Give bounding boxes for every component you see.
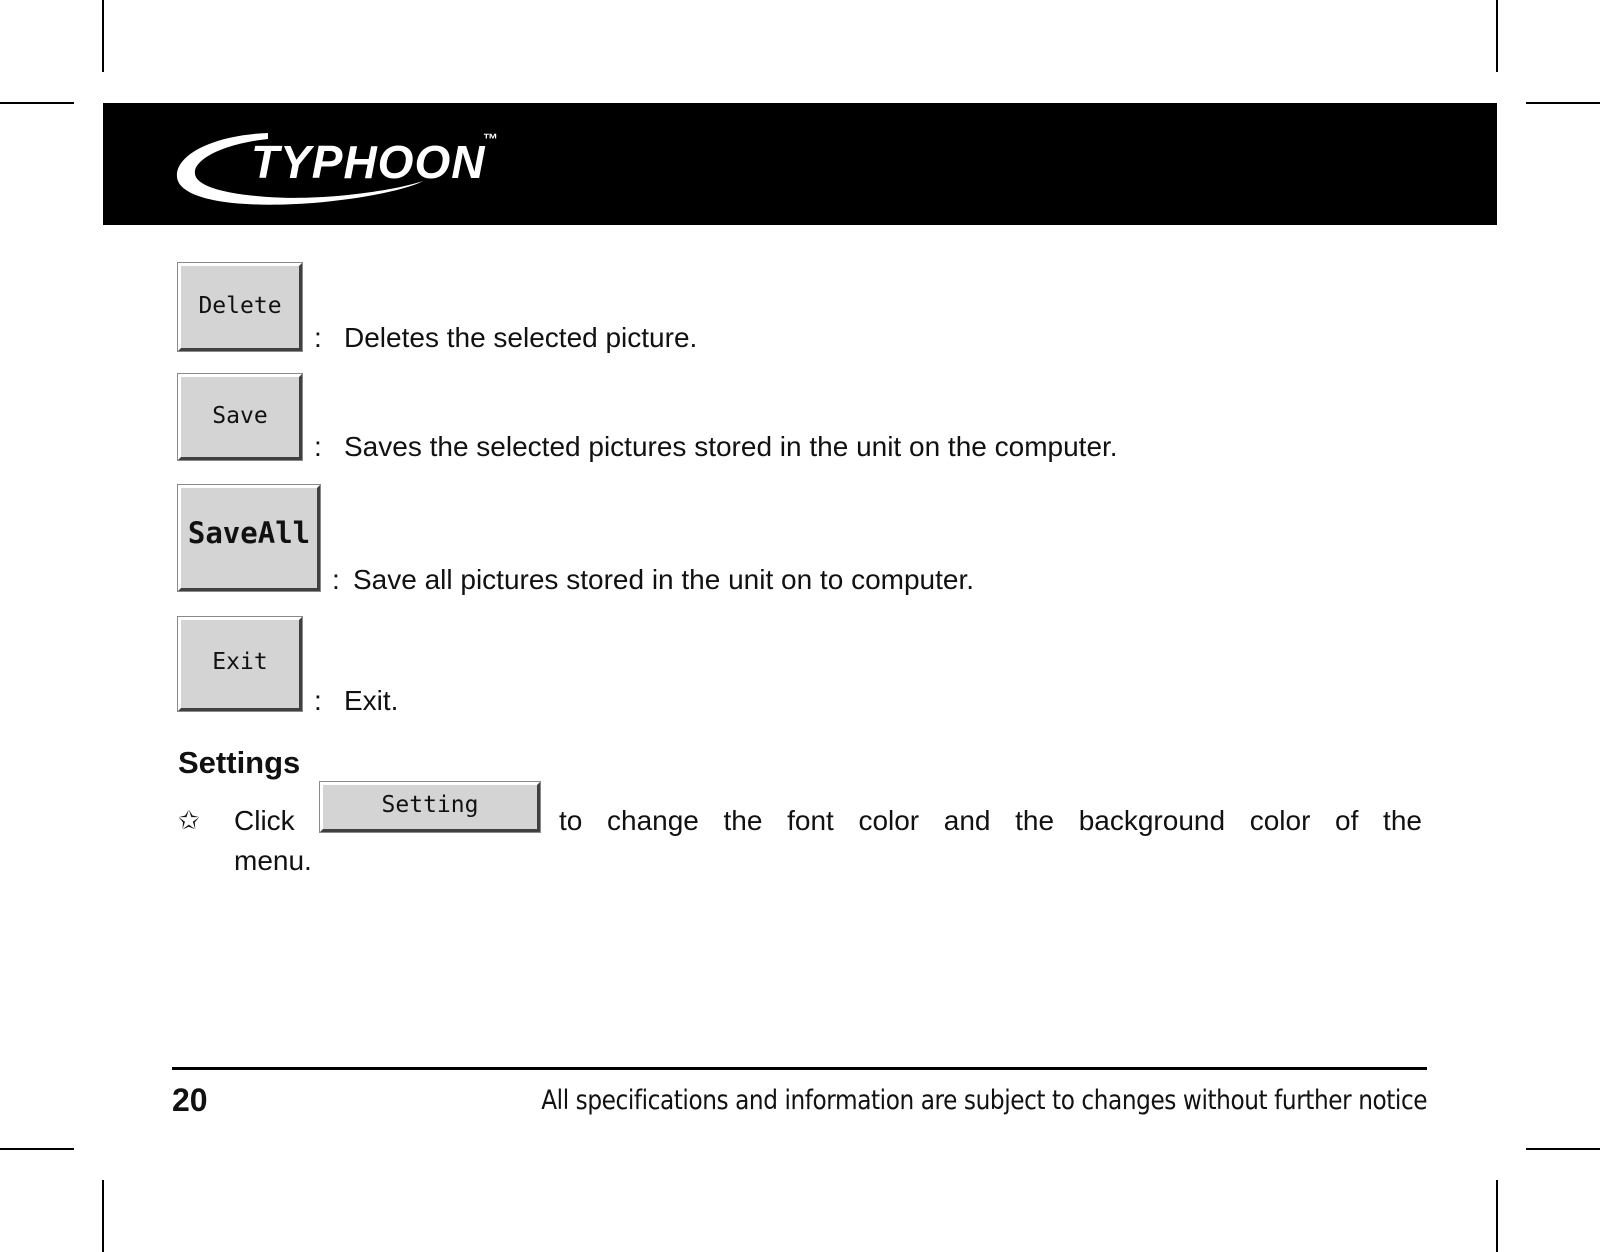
- settings-description-line: [559, 805, 1422, 837]
- crop-mark: [0, 102, 74, 104]
- settings-description-word: the: [723, 805, 763, 836]
- colon: :: [332, 564, 340, 595]
- typhoon-logo: [173, 125, 513, 215]
- trademark-mark: ™: [483, 131, 498, 148]
- crop-mark: [1526, 102, 1600, 104]
- save-all-description: Save all pictures stored in the unit on to computer.: [353, 564, 975, 595]
- colon: :: [314, 685, 322, 716]
- exit-button[interactable]: Exit: [178, 617, 302, 711]
- header-band: [103, 103, 1497, 225]
- crop-mark: [102, 1180, 104, 1252]
- settings-description-word: change: [607, 805, 699, 836]
- crop-mark: [1496, 1180, 1498, 1252]
- settings-description-word: the: [1383, 805, 1422, 836]
- logo-text: TYPHOON: [251, 136, 486, 188]
- click-word: Click: [234, 805, 295, 836]
- settings-description-word: color: [1249, 805, 1311, 836]
- crop-mark: [102, 0, 104, 72]
- save-all-button[interactable]: SaveAll: [178, 485, 320, 591]
- exit-description: Exit.: [344, 685, 399, 716]
- settings-description-word: background: [1078, 805, 1226, 836]
- save-description: Saves the selected pictures stored in the unit on the computer.: [344, 431, 1118, 462]
- settings-description-word: the: [1015, 805, 1055, 836]
- settings-heading: Settings: [178, 745, 301, 780]
- star-outline-icon: ✩: [178, 805, 200, 835]
- settings-description-word: font: [787, 805, 834, 836]
- colon: :: [314, 322, 322, 353]
- settings-description-word: color: [858, 805, 920, 836]
- crop-mark: [1496, 0, 1498, 72]
- save-button[interactable]: Save: [178, 374, 302, 460]
- settings-description-continuation: menu.: [234, 845, 312, 876]
- setting-button[interactable]: Setting: [320, 782, 540, 832]
- crop-mark: [0, 1148, 74, 1150]
- delete-description: Deletes the selected picture.: [344, 322, 698, 353]
- settings-description-word: and: [943, 805, 991, 836]
- colon: :: [314, 431, 322, 462]
- delete-button[interactable]: Delete: [178, 263, 302, 351]
- footer-rule: [172, 1067, 1427, 1070]
- settings-description-word: to: [559, 805, 583, 836]
- footer-notice: All specifications and information are subject to changes without further notice: [541, 1085, 1427, 1116]
- crop-mark: [1526, 1148, 1600, 1150]
- settings-description-word: of: [1335, 805, 1359, 836]
- page-number: 20: [172, 1082, 208, 1118]
